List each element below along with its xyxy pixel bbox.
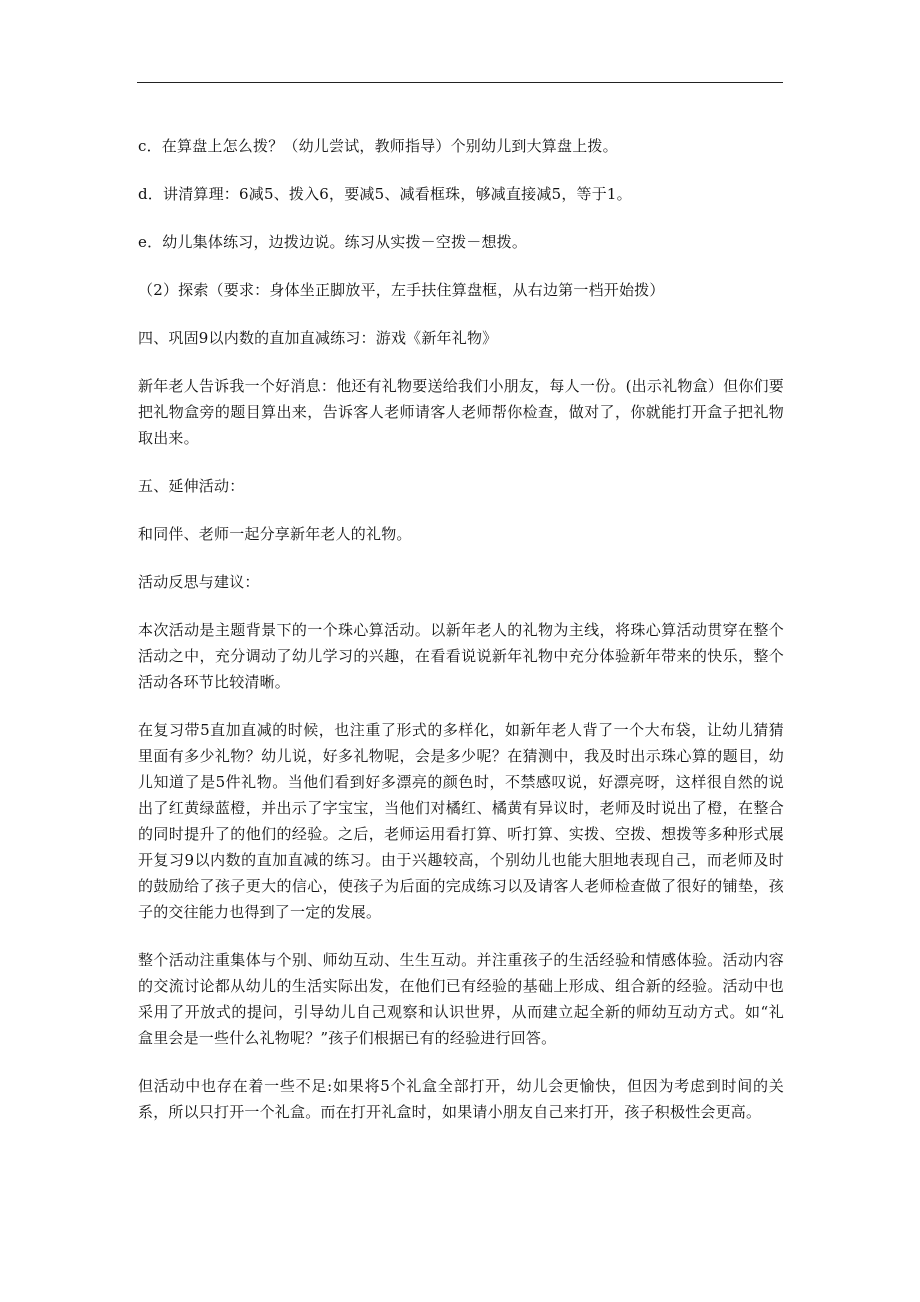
section-five-heading: 五、延伸活动： — [138, 477, 245, 495]
header-rule — [137, 82, 783, 83]
step-c-paragraph: c．在算盘上怎么拨？（幼儿尝试，教师指导）个别幼儿到大算盘上拨。 — [138, 137, 618, 155]
share-paragraph: 和同伴、老师一起分享新年老人的礼物。 — [138, 525, 412, 543]
step-e-paragraph: e．幼儿集体练习，边拨边说。练习从实拨－空拨－想拨。 — [138, 233, 528, 251]
gift-paragraph: 新年老人告诉我一个好消息：他还有礼物要送给我们小朋友，每人一份。(出示礼物盒）但你们要把礼物盒旁的题目算出来，告诉客人老师请客人老师帮你检查，做对了，你就能打开盒子把礼物取出来。 — [138, 377, 784, 447]
section-four-heading: 四、巩固9以内数的直加直减练习：游戏《新年礼物》 — [138, 329, 498, 347]
reflection-heading: 活动反思与建议： — [138, 573, 260, 591]
reflection-paragraph-2: 在复习带5直加直减的时候，也注重了形式的多样化，如新年老人背了一个大布袋，让幼儿猜猜里面有多少礼物？幼儿说，好多礼物呢，会是多少呢？在猜测中，我及时出示珠心算的题目，幼儿知道了是5件礼物。当他们看到好多漂亮的颜色时，不禁感叹说，好漂亮呀，这样很自然的说出了红黄绿蓝橙，并出示了字宝宝，当他们对橘红、橘黄有异议时，老师及时说出了橙，在整合的同时提升了的他们的经验。之后，老师运用看打算、听打算、实拨、空拨、想拨等多种形式展开复习9以内数的直加直减的练习。由于兴趣较高，个别幼儿也能大胆地表现自己，而老师及时的鼓励给了孩子更大的信心，使孩子为后面的完成练习以及请客人老师检查做了很好的铺垫，孩子的交往能力也得到了一定的发展。 — [138, 721, 784, 921]
reflection-paragraph-3: 整个活动注重集体与个别、师幼互动、生生互动。并注重孩子的生活经验和情感体验。活动内容的交流讨论都从幼儿的生活实际出发，在他们已有经验的基础上形成、组合新的经验。活动中也采用了开放式的提问，引导幼儿自己观察和认识世界，从而建立起全新的师幼互动方式。如“礼盒里会是一些什么礼物呢？”孩子们根据已有的经验进行回答。 — [138, 951, 784, 1047]
reflection-paragraph-4: 但活动中也存在着一些不足:如果将5个礼盒全部打开，幼儿会更愉快，但因为考虑到时间的关系，所以只打开一个礼盒。而在打开礼盒时，如果请小朋友自己来打开，孩子积极性会更高。 — [138, 1077, 784, 1121]
explore-paragraph: （2）探索（要求：身体坐正脚放平，左手扶住算盘框，从右边第一档开始拨） — [138, 281, 665, 299]
step-d-paragraph: d．讲清算理：6减5、拨入6，要减5、减看框珠，够减直接减5，等于1。 — [138, 185, 632, 203]
reflection-paragraph-1: 本次活动是主题背景下的一个珠心算活动。以新年老人的礼物为主线，将珠心算活动贯穿在整个活动之中，充分调动了幼儿学习的兴趣，在看看说说新年礼物中充分体验新年带来的快乐，整个活动各环节比较清晰。 — [138, 621, 784, 691]
document-body — [138, 133, 784, 1125]
